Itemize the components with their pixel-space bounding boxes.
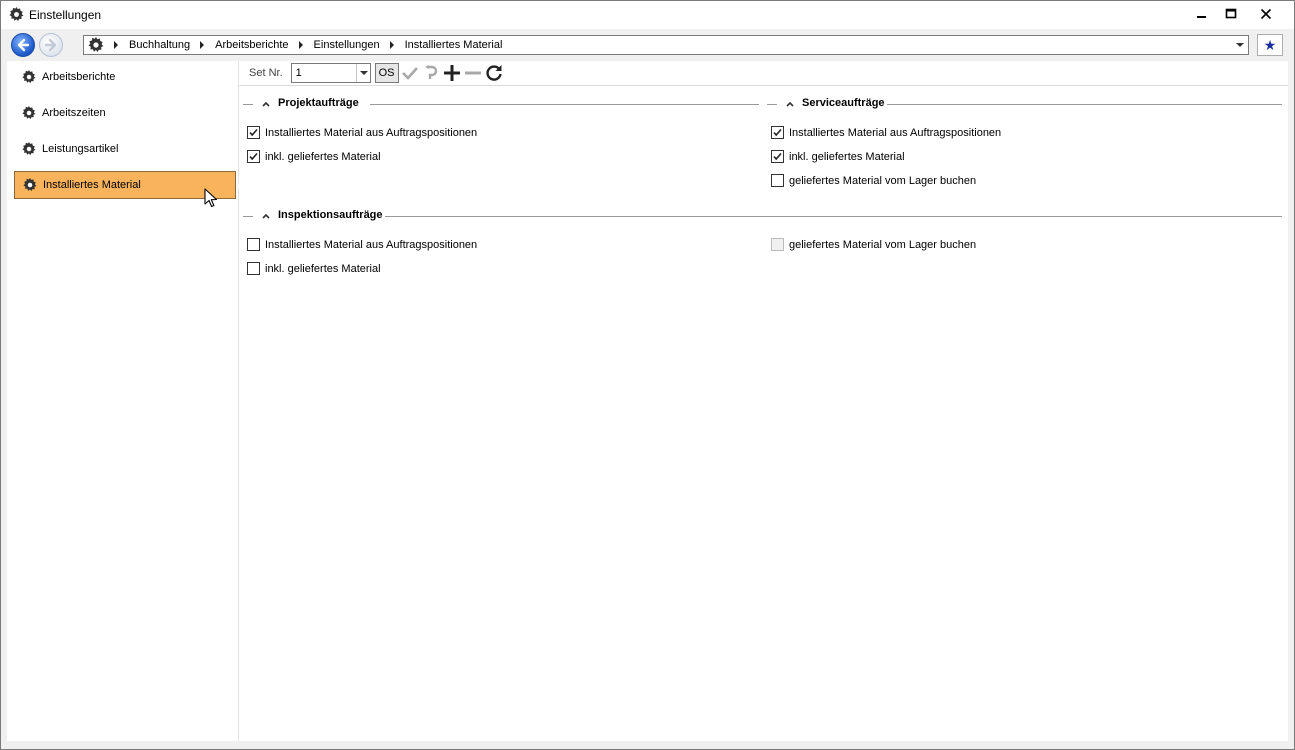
checkmark-icon [773,128,782,137]
arrow-right-icon [43,37,59,53]
section-divider [243,104,253,105]
toolbar [239,61,1288,86]
section-divider [767,104,777,105]
checkbox[interactable] [771,150,784,163]
back-button[interactable] [11,33,35,57]
section-projektauftraege[interactable] [243,97,759,111]
sidebar-item-label: Leistungsartikel [42,143,119,155]
gear-icon [88,37,104,53]
undo-icon [422,64,440,82]
checkbox-label: Installiertes Material aus Auftragspositionen [265,126,478,139]
checkbox[interactable] [771,126,784,139]
checkbox-label: Installiertes Material aus Auftragspositionen [265,238,478,251]
section-title: Serviceaufträge [802,97,885,109]
section-title: Projektaufträge [278,97,359,109]
refresh-icon [485,64,503,82]
section-divider [370,104,759,105]
checkbox[interactable] [247,262,260,275]
navigation-bar [1,29,1294,61]
breadcrumb-item[interactable]: Arbeitsberichte [215,39,289,51]
sidebar [7,61,239,741]
checkmark-icon [249,152,258,161]
minimize-icon [1196,8,1208,20]
refresh-button[interactable] [484,63,504,83]
checkbox[interactable] [247,126,260,139]
minus-icon [464,64,482,82]
checkbox-projekt-inkl-geliefert[interactable] [247,150,381,163]
checkmark-icon [249,128,258,137]
gear-icon [22,106,36,120]
section-title: Inspektionsaufträge [278,209,383,221]
checkbox-disabled [771,238,784,251]
add-button[interactable] [442,63,462,83]
chevron-down-icon[interactable] [1236,43,1244,47]
section-serviceauftraege[interactable] [767,97,1282,111]
save-button[interactable] [400,63,420,83]
checkbox-label: geliefertes Material vom Lager buchen [789,174,977,187]
checkbox-service-inkl-geliefert[interactable] [771,150,905,163]
plus-icon [443,64,461,82]
checkbox-inspektion-lager-buchen [771,238,976,251]
section-divider [887,104,1282,105]
gear-icon [22,70,36,84]
set-number-combobox[interactable] [291,63,371,83]
section-divider [385,216,1282,217]
checkbox-service-material-auftragspositionen[interactable] [771,126,1001,139]
breadcrumb-item[interactable]: Installiertes Material [404,39,503,51]
breadcrumb-separator-icon [114,41,118,49]
set-number-label: Set Nr. [249,67,283,79]
section-divider [243,216,253,217]
favorite-button[interactable] [1257,34,1283,56]
checkbox-label: Installiertes Material aus Auftragspositionen [789,126,1002,139]
checkbox[interactable] [247,238,260,251]
sidebar-item-arbeitszeiten[interactable] [14,99,236,127]
checkbox[interactable] [247,150,260,163]
checkbox-inspektion-material-auftragspositionen[interactable] [247,238,477,251]
checkbox-label: inkl. geliefertes Material [265,262,381,275]
chevron-up-icon[interactable] [262,100,270,108]
sidebar-item-label: Installiertes Material [43,179,141,191]
sidebar-item-leistungsartikel[interactable] [14,135,236,163]
checkbox-label: inkl. geliefertes Material [789,150,905,163]
star-icon: ★ [1263,36,1277,53]
checkbox-label: inkl. geliefertes Material [265,150,381,163]
checkmark-icon [401,64,419,82]
sidebar-item-label: Arbeitsberichte [42,71,116,83]
breadcrumb-item[interactable]: Einstellungen [313,39,380,51]
section-inspektionsauftraege[interactable] [243,209,1282,223]
arrow-left-icon [15,37,31,53]
gear-icon [23,178,37,192]
checkbox-projekt-material-auftragspositionen[interactable] [247,126,477,139]
breadcrumb[interactable] [83,35,1249,55]
title-bar [1,1,1294,29]
checkmark-icon [773,152,782,161]
maximize-icon [1225,8,1237,20]
breadcrumb-separator-icon [200,41,204,49]
close-button[interactable] [1249,1,1283,27]
maximize-button[interactable] [1214,1,1248,27]
chevron-up-icon[interactable] [262,212,270,220]
main-panel [239,61,1288,741]
sidebar-item-arbeitsberichte[interactable] [14,63,236,91]
chevron-down-icon[interactable] [356,64,370,82]
window-title: Einstellungen [29,8,102,22]
checkbox-service-lager-buchen[interactable] [771,174,976,187]
close-icon [1260,8,1272,20]
set-number-value: 1 [295,67,302,79]
sidebar-item-installiertes-material[interactable] [14,171,236,199]
forward-button[interactable] [39,33,63,57]
chevron-up-icon[interactable] [786,100,794,108]
undo-button[interactable] [421,63,441,83]
remove-button[interactable] [463,63,483,83]
gear-icon [22,142,36,156]
checkbox[interactable] [771,174,784,187]
gear-icon [9,7,24,22]
breadcrumb-separator-icon [390,41,394,49]
checkbox-inspektion-inkl-geliefert[interactable] [247,262,381,275]
mouse-cursor-icon [204,188,218,208]
breadcrumb-item[interactable]: Buchhaltung [129,39,191,51]
checkbox-label: geliefertes Material vom Lager buchen [789,238,977,251]
os-button[interactable]: OS [375,63,399,83]
breadcrumb-separator-icon [299,41,303,49]
sidebar-item-label: Arbeitszeiten [42,107,106,119]
